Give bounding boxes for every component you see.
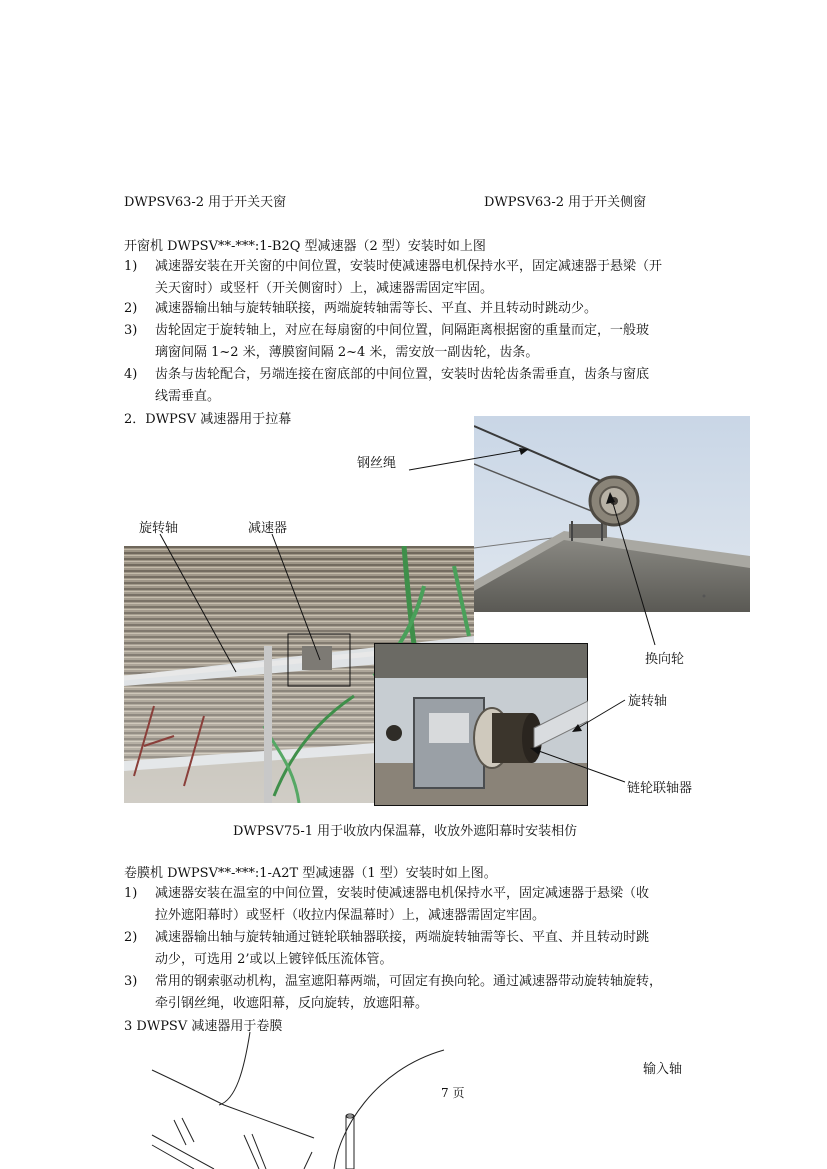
section4-heading: 3 DWPSV 减速器用于卷膜 [124,1019,283,1034]
list-item: 2) 减速器输出轴与旋转轴联接，两端旋转轴需等长、平直、并且转动时跳动少。 [124,298,716,320]
list-number: 3) [124,323,138,338]
label-pulley: 换向轮 [645,652,685,667]
label-wire-rope: 钢丝绳 [357,456,397,471]
list-number: 2) [124,930,138,945]
caption-side-window: DWPSV63-2 用于开关侧窗 [484,195,647,210]
section3-intro: 卷膜机 DWPSV**-***:1-A2T 型减速器（1 型）安装时如上图。 [124,866,497,881]
label-rotating-shaft-left: 旋转轴 [139,521,179,536]
list-number: 4) [124,367,138,382]
label-sprocket-coupling: 链轮联轴器 [627,781,693,796]
list-item: 1) 减速器安装在开关窗的中间位置，安装时使减速器电机保持水平，固定减速器于悬梁（开 关天窗时）或竖杆（开关侧窗时）上，减速器需固定牢固。 [124,256,716,300]
label-reducer: 减速器 [248,521,288,536]
section1-intro: 开窗机 DWPSV**-***:1-B2Q 型减速器（2 型）安装时如上图 [124,239,486,254]
list-item: 3) 常用的钢索驱动机构，温室遮阳幕两端，可固定有换向轮。通过减速器带动旋转轴旋转， 牵引钢丝绳，收遮阳幕，反向旋转，放遮阳幕。 [124,971,716,1015]
list-number: 2) [124,301,138,316]
list-item: 4) 齿条与齿轮配合，另端连接在窗底部的中间位置，安装时齿轮齿条需垂直，齿条与窗底 线需垂直。 [124,364,716,408]
list-item: 2) 减速器输出轴与旋转轴通过链轮联轴器联接，两端旋转轴需等长、平直、并且转动时跳 动少，可选用 2’或以上镀锌低压流体管。 [124,927,716,971]
label-input-shaft: 输入轴 [643,1062,683,1077]
figure-caption: DWPSV75-1 用于收放内保温幕，收放外遮阳幕时安装相仿 [233,824,578,839]
label-rotating-shaft-right: 旋转轴 [628,694,668,709]
section2-heading: 2．DWPSV 减速器用于拉幕 [124,412,292,427]
list-number: 1) [124,886,138,901]
list-item: 1) 减速器安装在温室的中间位置，安装时使减速器电机保持水平，固定减速器于悬梁（收 拉外遮阳幕时）或竖杆（收拉内保温幕时）上，减速器需固定牢固。 [124,883,716,927]
list-number: 3) [124,974,138,989]
list-number: 1) [124,259,138,274]
film-roller-drawing [124,1030,454,1169]
page-number: 7 页 [441,1086,465,1100]
caption-skylight: DWPSV63-2 用于开关天窗 [124,195,287,210]
list-item: 3) 齿轮固定于旋转轴上，对应在每扇窗的中间位置，间隔距离根据窗的重量而定，一般玻 璃窗间隔 1~2 米，薄膜窗间隔 2~4 米，需安放一副齿轮，齿条。 [124,320,716,364]
